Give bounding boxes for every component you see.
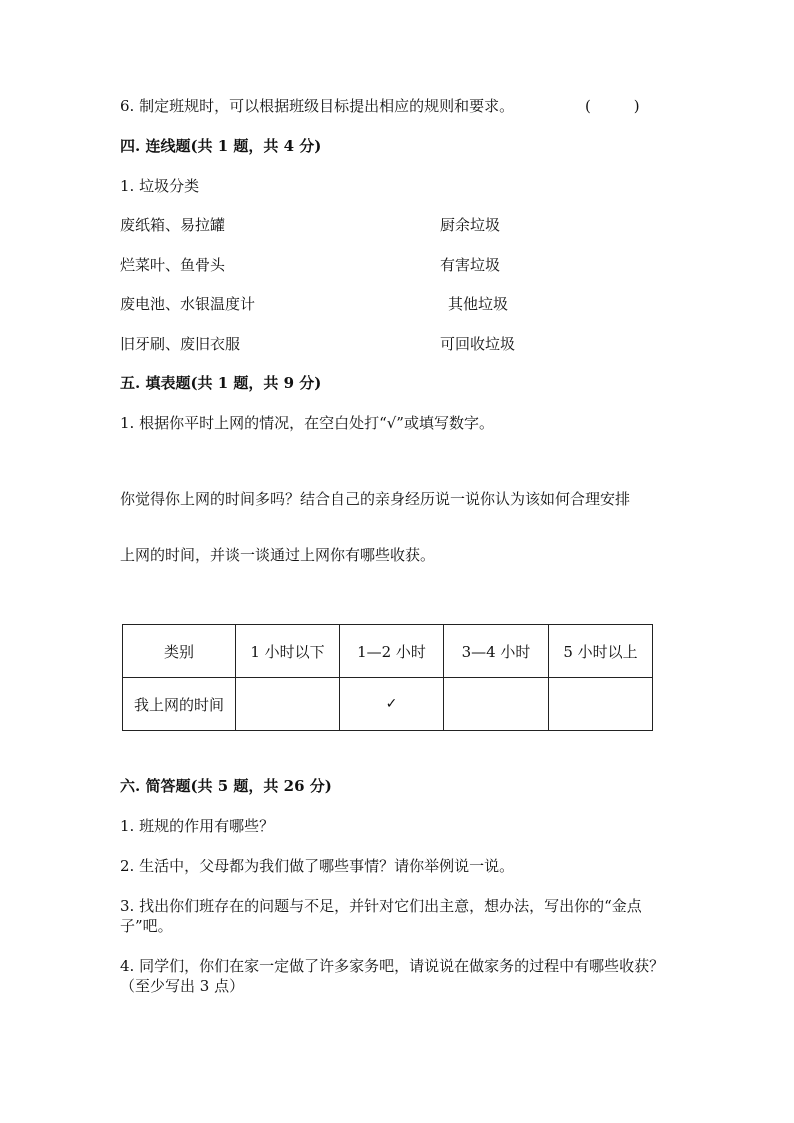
- matching-right-item: 有害垃圾: [440, 256, 501, 274]
- section-5-question-1: 1. 根据你平时上网的情况，在空白处打“√”或填写数字。: [120, 414, 494, 432]
- table-cell: [549, 678, 653, 731]
- section-6-question-2: 2. 生活中，父母都为我们做了哪些事情？请你举例说一说。: [120, 857, 515, 875]
- table-cell: [444, 678, 549, 731]
- section-6-question-4: 4. 同学们，你们在家一定做了许多家务吧，请说说在做家务的过程中有哪些收获？（至少写出 3 点）: [120, 957, 665, 995]
- table-cell-checkmark: ✓: [340, 678, 444, 731]
- section-6-question-3: 3. 找出你们班存在的问题与不足，并针对它们出主意，想办法，写出你的“金点子”吧。: [120, 897, 642, 935]
- table-row: [123, 678, 653, 731]
- matching-right-item: 可回收垃圾: [440, 335, 516, 353]
- internet-usage-table: [122, 624, 653, 731]
- section-6-question-1: 1. 班规的作用有哪些？: [120, 817, 275, 835]
- table-header-cell: 1 小时以下: [236, 625, 340, 678]
- matching-right-item: 厨余垃圾: [440, 216, 501, 234]
- table-header-cell: 1—2 小时: [340, 625, 444, 678]
- section-4-heading: 四. 连线题(共 1 题，共 4 分): [120, 137, 322, 155]
- section-5-paragraph-2: 上网的时间，并谈一谈通过上网你有哪些收获。: [120, 546, 436, 564]
- section-5-paragraph-1: 你觉得你上网的时间多吗？结合自己的亲身经历说一说你认为该如何合理安排: [120, 490, 631, 508]
- section-6-heading: 六. 简答题(共 5 题，共 26 分): [120, 777, 332, 795]
- table-header-row: [123, 625, 653, 678]
- answer-parentheses: ( ): [585, 97, 640, 115]
- table-header-cell: 类别: [123, 625, 236, 678]
- matching-left-item: 废纸箱、易拉罐: [120, 216, 226, 234]
- table-header-cell: 5 小时以上: [549, 625, 653, 678]
- table-row-label: 我上网的时间: [123, 678, 236, 731]
- matching-left-item: 旧牙刷、废旧衣服: [120, 335, 241, 353]
- matching-right-item: 其他垃圾: [448, 295, 509, 313]
- section-4-question-1-title: 1. 垃圾分类: [120, 177, 200, 195]
- matching-left-item: 废电池、水银温度计: [120, 295, 256, 313]
- question-6-text: 6. 制定班规时，可以根据班级目标提出相应的规则和要求。: [120, 97, 515, 115]
- section-5-heading: 五. 填表题(共 1 题，共 9 分): [120, 374, 322, 392]
- matching-left-item: 烂菜叶、鱼骨头: [120, 256, 226, 274]
- table-header-cell: 3—4 小时: [444, 625, 549, 678]
- table-cell: [236, 678, 340, 731]
